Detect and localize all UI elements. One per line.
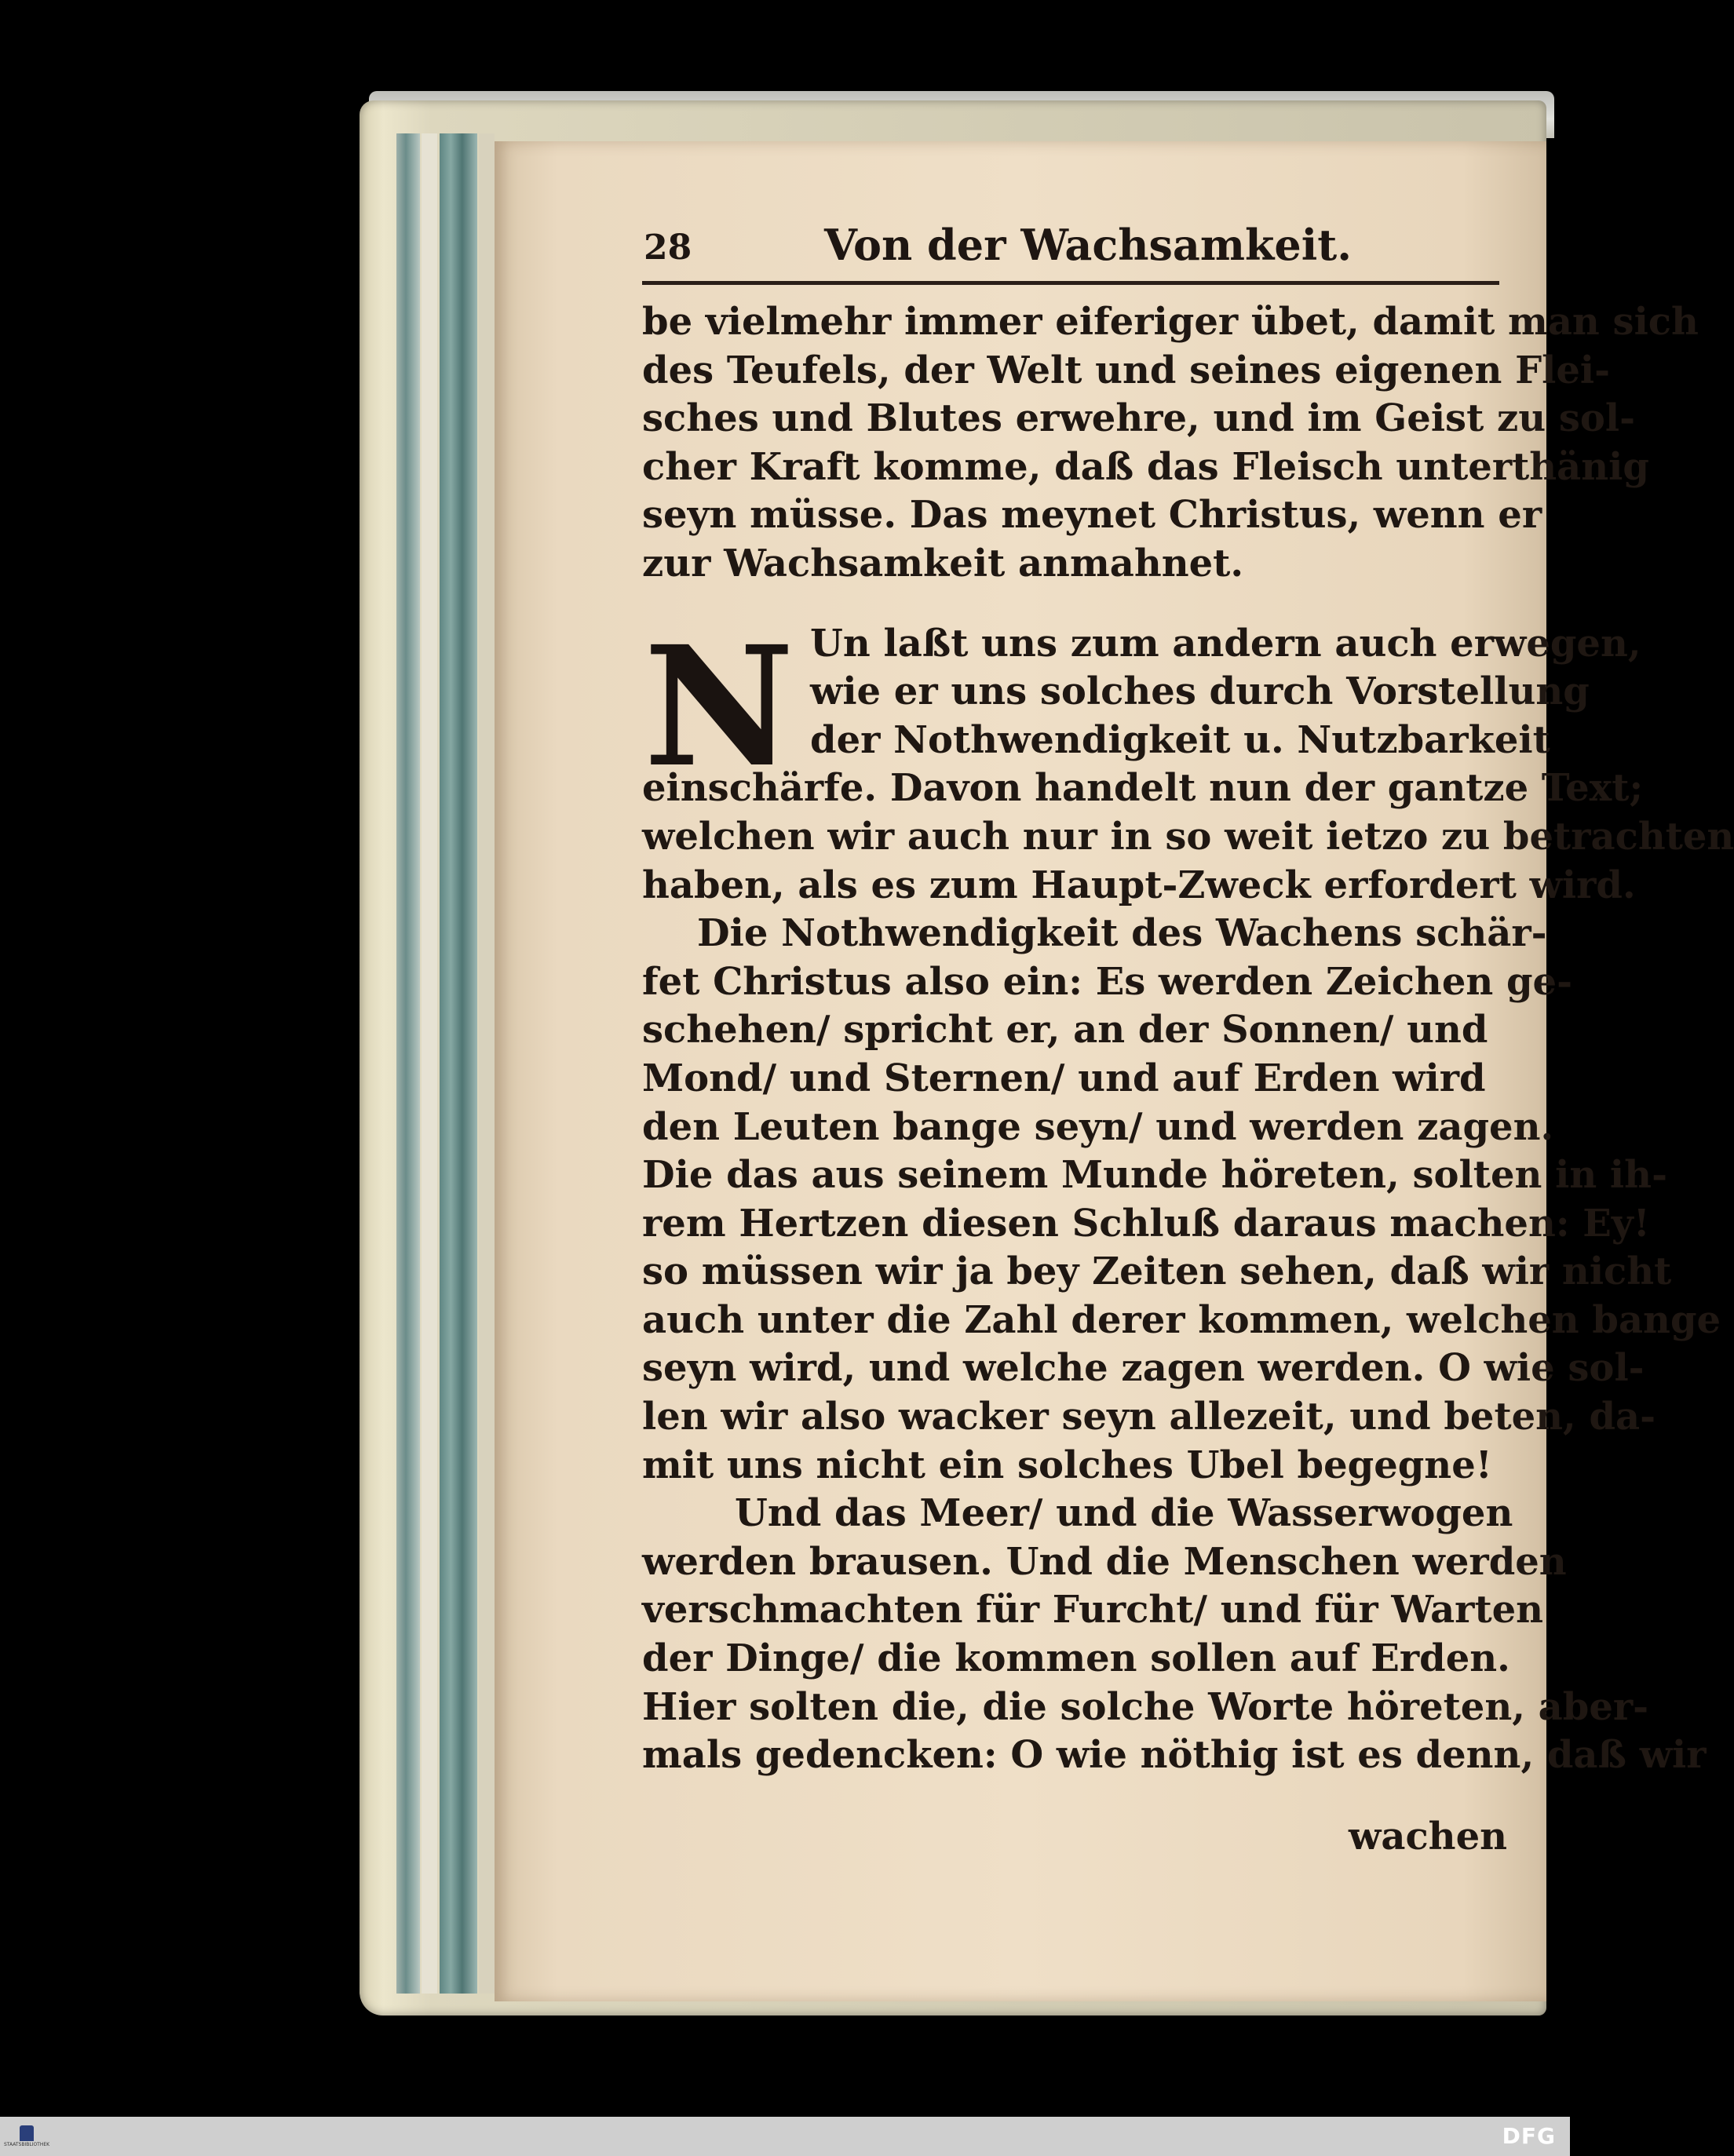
text-line: so müssen wir ja bey Zeiten sehen, daß wir nicht	[642, 1249, 1672, 1294]
library-logo-icon	[20, 2125, 34, 2141]
text-line: werden brausen. Und die Menschen werden	[642, 1539, 1567, 1584]
text-line: auch unter die Zahl derer kommen, welchen bange	[642, 1297, 1721, 1342]
text-line: sches und Blutes erwehre, und im Geist zu sol-	[642, 396, 1636, 441]
text-line: der Dinge/ die kommen sollen auf Erden.	[642, 1636, 1510, 1681]
text-line: fet Christus also ein: Es werden Zeichen ge-	[642, 959, 1572, 1004]
text-line: Hier solten die, die solche Worte höreten, aber-	[642, 1684, 1649, 1729]
library-logo[interactable]	[3, 2120, 50, 2153]
text-line: haben, als es zum Haupt-Zweck erfordert wird.	[642, 863, 1636, 907]
text-line: Un laßt uns zum andern auch erwegen,	[810, 621, 1641, 666]
viewer-footer-bar	[0, 2117, 1570, 2156]
text-line: len wir also wacker seyn allezeit, und beten, da-	[642, 1395, 1656, 1439]
dropcap-initial: N	[644, 609, 794, 804]
text-line: verschmachten für Furcht/ und für Warten	[642, 1588, 1544, 1633]
text-line: der Nothwendigkeit u. Nutzbarkeit	[810, 717, 1550, 762]
text-line: welchen wir auch nur in so weit ietzo zu betrachten	[642, 814, 1734, 859]
page-header	[644, 220, 1499, 275]
page-number: 28	[644, 228, 692, 268]
text-line: mals gedencken: O wie nöthig ist es denn, daß wir	[642, 1733, 1707, 1778]
text-line: Die Nothwendigkeit des Wachens schär-	[697, 911, 1547, 956]
text-line: Mond/ und Sternen/ und auf Erden wird	[642, 1056, 1486, 1100]
header-rule	[642, 281, 1499, 285]
text-line: mit uns nicht ein solches Ubel begegne!	[642, 1443, 1492, 1487]
text-line: zur Wachsamkeit anmahnet.	[642, 541, 1244, 586]
page-edges-left	[396, 133, 420, 1994]
text-block	[642, 298, 1734, 1780]
text-line: be vielmehr immer eiferiger übet, damit man sich	[642, 300, 1699, 344]
text-line: des Teufels, der Welt und seines eigenen Flei-	[642, 348, 1611, 392]
page-edges-inner	[422, 133, 437, 1994]
page-edges-gutter	[479, 133, 495, 1994]
library-logo-text: STAATSBIBLIOTHEK	[3, 2142, 50, 2147]
text-line: seyn wird, und welche zagen werden. O wie sol-	[642, 1346, 1645, 1391]
text-line: seyn müsse. Das meynet Christus, wenn er	[642, 493, 1542, 538]
catchword: wachen	[1349, 1815, 1507, 1859]
page-edges-stack	[440, 133, 477, 1994]
text-line: wie er uns solches durch Vorstellung	[810, 669, 1590, 714]
text-line: schehen/ spricht er, an der Sonnen/ und	[642, 1008, 1488, 1052]
text-line: rem Hertzen diesen Schluß daraus machen: Ey!	[642, 1201, 1650, 1246]
text-line: Und das Meer/ und die Wasserwogen	[735, 1491, 1513, 1536]
text-line: den Leuten bange seyn/ und werden zagen.	[642, 1104, 1554, 1149]
text-line: einschärfe. Davon handelt nun der gantze Text;	[642, 766, 1644, 811]
text-line: Die das aus seinem Munde höreten, solten in ih-	[642, 1153, 1667, 1198]
dfg-logo[interactable]: DFG	[1502, 2123, 1556, 2149]
text-line: cher Kraft komme, daß das Fleisch unterthänig	[642, 444, 1649, 489]
running-title: Von der Wachsamkeit.	[824, 220, 1353, 270]
